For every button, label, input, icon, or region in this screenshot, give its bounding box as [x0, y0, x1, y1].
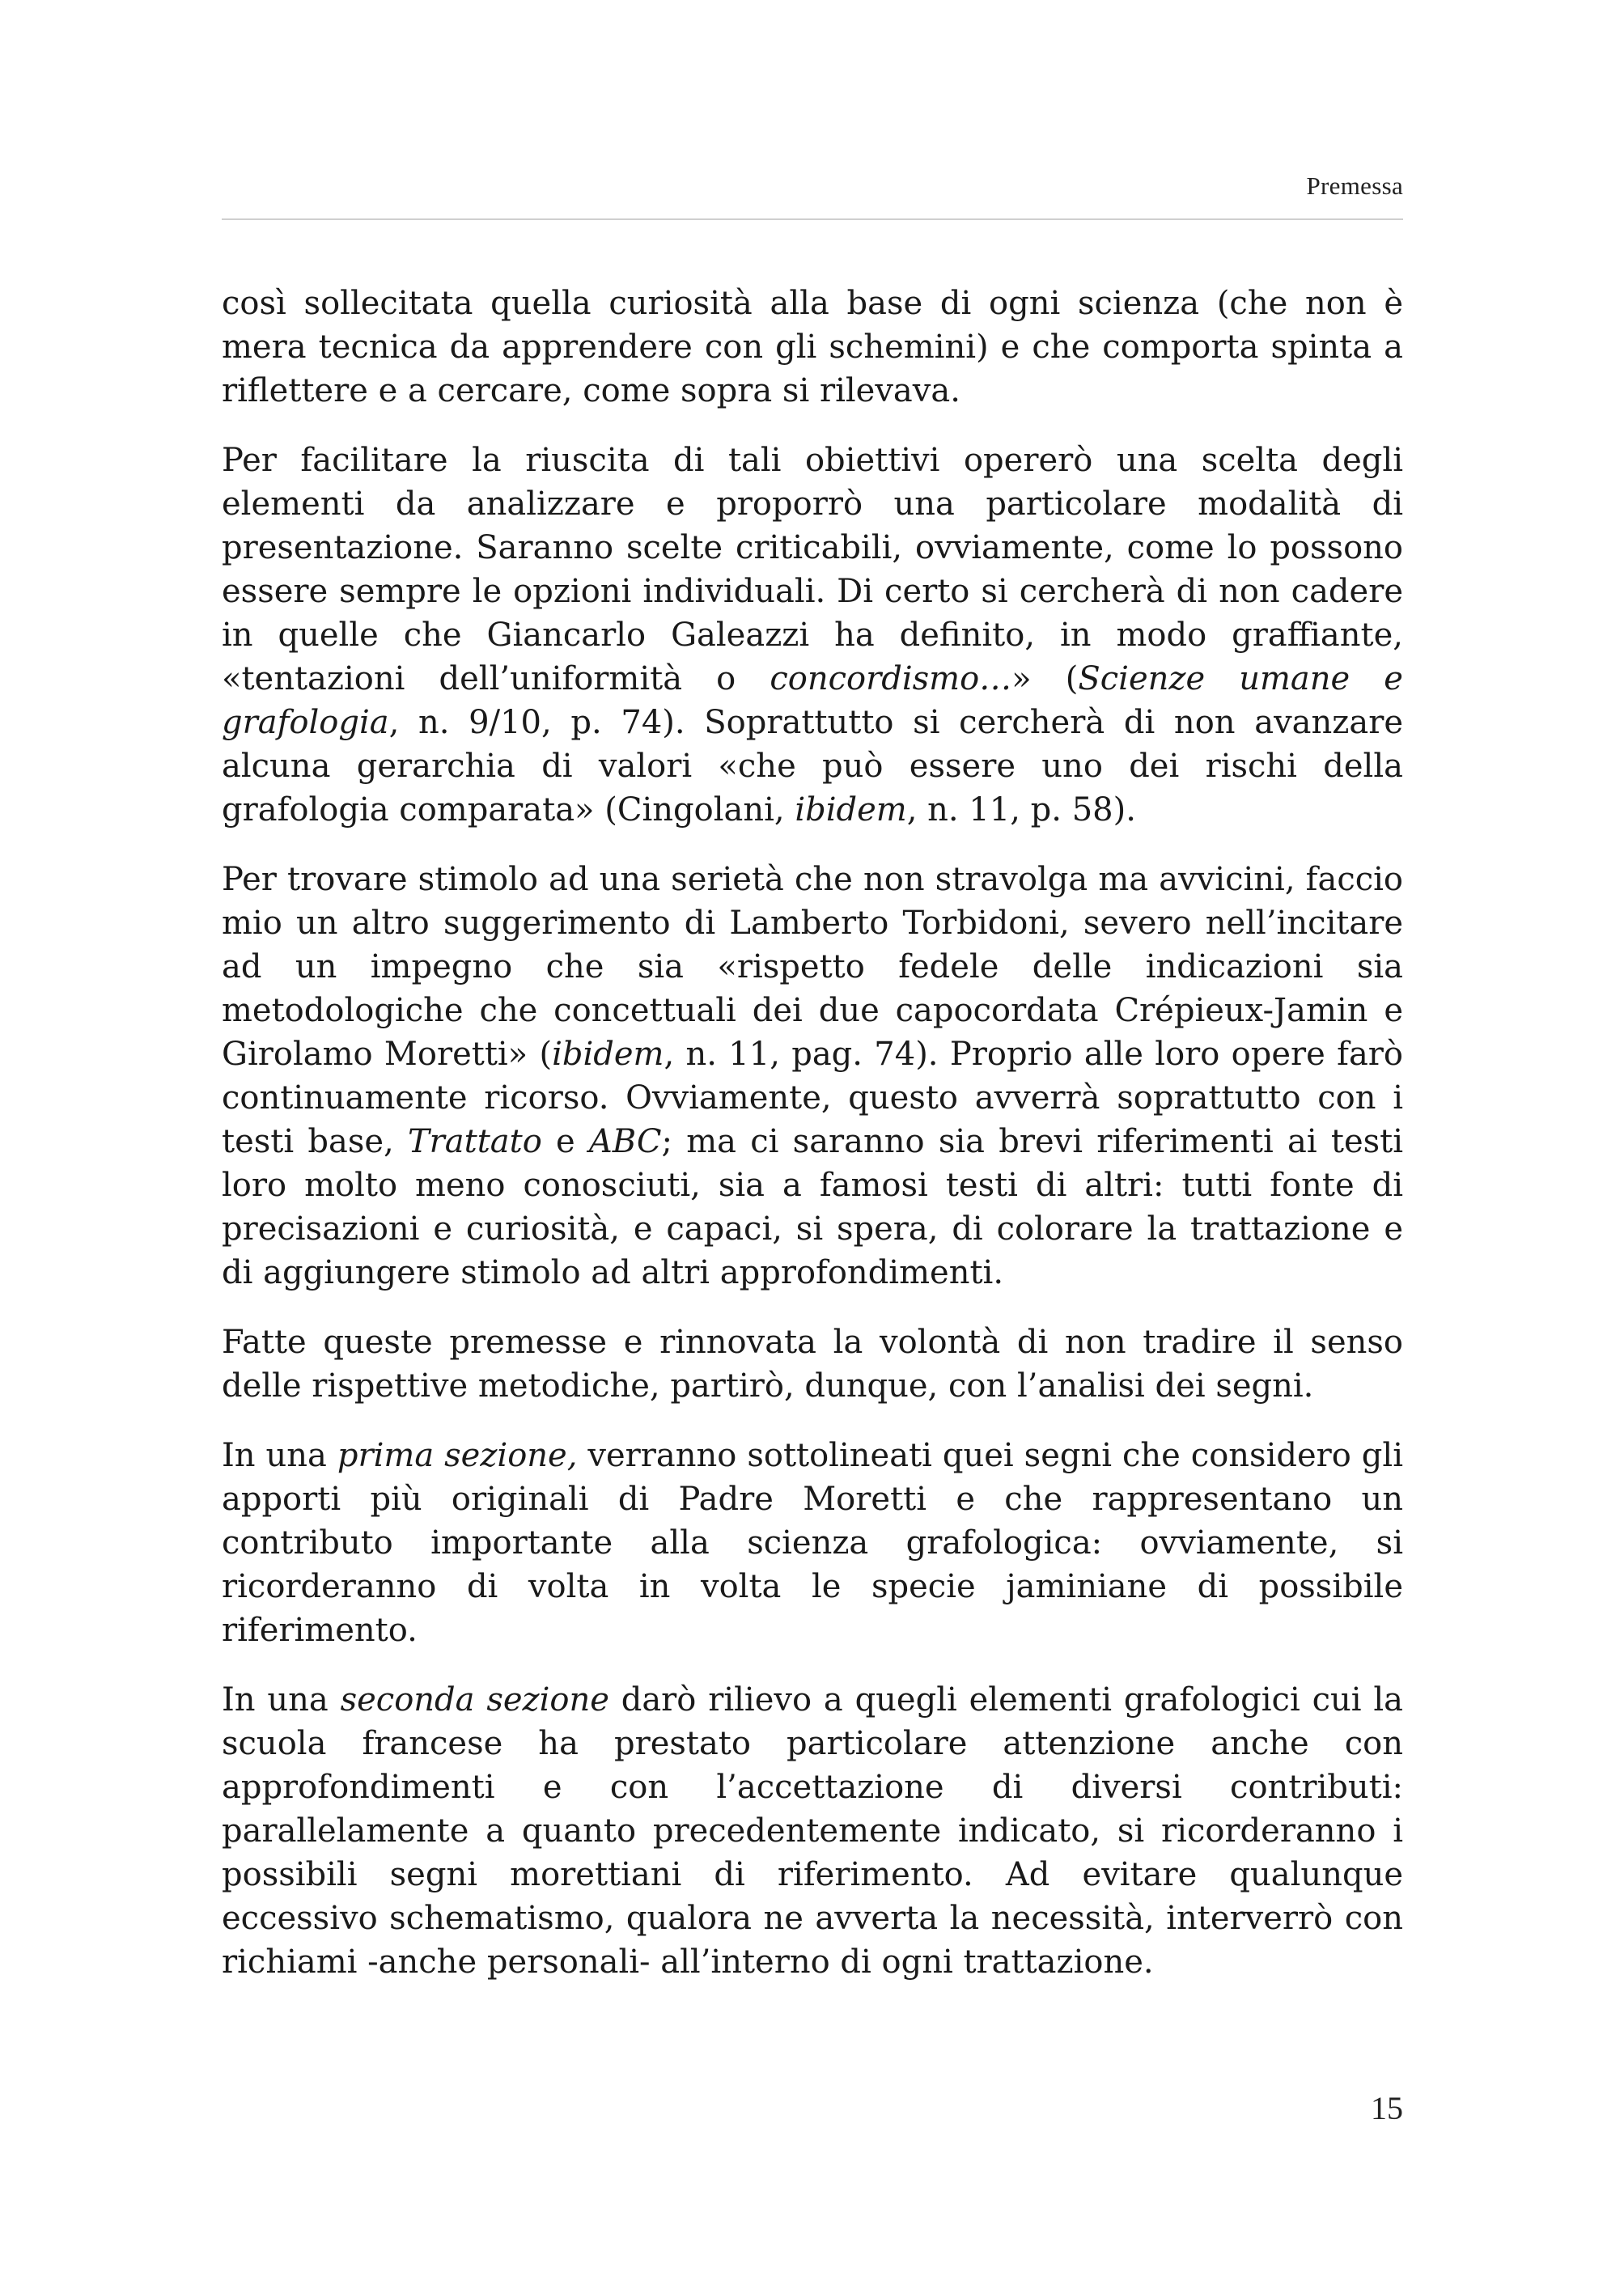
paragraph-3-text-3: e — [541, 1123, 589, 1160]
paragraph-1-text: così sollecitata quella curiosità alla base di ogni scienza (che non è mera tecnica da apprendere con gli schemini) e che comporta spinta a riflettere e a cercare, come sopra si rilevava. — [222, 285, 1403, 409]
paragraph-1 — [222, 282, 1403, 413]
paragraph-6-text-1: In una — [222, 1681, 341, 1719]
paragraph-2-text-1: Per facilitare la riuscita di tali obiettivi opererò una scelta degli elementi da analizzare e proporrò una particolare modalità di presentazione. Saranno scelte criticabili, ovviamente, come lo possono essere sempre le opzioni individuali. Di certo si cercherà di non cadere in quelle che Giancarlo Galeazzi ha definito, in modo graffiante, «tentazioni dell’uniformità o — [222, 442, 1403, 697]
paragraph-3 — [222, 858, 1403, 1295]
page-body — [222, 282, 1403, 2010]
paragraph-3-text-1: Per trovare stimolo ad una serietà che non stravolga ma avvicini, faccio mio un altro suggerimento di Lamberto Torbidoni, severo nell’incitare ad un impegno che sia «rispetto fedele delle indicazioni sia metodologiche che concettuali dei due capocordata Crépieux-Jamin e Girolamo Moretti» ( — [222, 861, 1403, 1073]
paragraph-5-text-2: verranno sottolineati quei segni che considero gli apporti più originali di Padre Moretti e che rappresentano un contributo importante alla scienza grafologica: ovviamente, si ricorderanno di volta in volta le specie jaminiane di possibile riferimento. — [222, 1437, 1403, 1649]
paragraph-2-italic-1: concordismo… — [770, 660, 1012, 697]
paragraph-2 — [222, 439, 1403, 832]
paragraph-2-text-3: , n. 9/10, p. 74). Soprattutto si cercherà di non avanzare alcuna gerarchia di valori «che può essere uno dei rischi della grafologia comparata» (Cingolani, — [222, 704, 1403, 829]
paragraph-5-text-1: In una — [222, 1437, 337, 1474]
paragraph-4 — [222, 1320, 1403, 1408]
paragraph-2-italic-3: ibidem — [795, 791, 907, 829]
paragraph-2-italic-2: Scienze umane e grafologia — [222, 660, 1403, 741]
paragraph-3-italic-3: ABC — [588, 1123, 662, 1160]
paragraph-3-text-4: ; ma ci saranno sia brevi riferimenti ai testi loro molto meno conosciuti, sia a famosi testi di altri: tutti fonte di precisazioni e curiosità, e capaci, si spera, di colorare la trattazione e di aggiungere stimolo ad altri approfondimenti. — [222, 1123, 1404, 1291]
page-number: 15 — [1371, 2090, 1403, 2126]
paragraph-3-italic-1: ibidem — [552, 1036, 664, 1073]
paragraph-2-text-4: , n. 11, p. 58). — [906, 791, 1136, 829]
paragraph-6-italic-1: seconda sezione — [340, 1681, 609, 1719]
paragraph-3-text-2: , n. 11, pag. 74). Proprio alle loro opere farò continuamente ricorso. Ovviamente, questo avverrà soprattutto con i testi base, — [222, 1036, 1403, 1160]
paragraph-5 — [222, 1434, 1403, 1652]
paragraph-5-italic-1: prima sezione, — [337, 1437, 578, 1474]
header-divider — [222, 218, 1403, 220]
paragraph-6-text-2: darò rilievo a quegli elementi grafologici cui la scuola francese ha prestato particolare attenzione anche con approfondimenti e con l’accettazione di diversi contributi: parallelamente a quanto precedentemente indicato, si ricorderanno i possibili segni morettiani di riferimento. Ad evitare qualunque eccessivo schematismo, qualora ne avverta la necessità, interverrò con richiami -anche personali- all’interno di ogni trattazione. — [222, 1681, 1403, 1981]
paragraph-6 — [222, 1678, 1403, 1984]
paragraph-3-italic-2: Trattato — [407, 1123, 542, 1160]
paragraph-4-text: Fatte queste premesse e rinnovata la volontà di non tradire il senso delle rispettive metodiche, partirò, dunque, con l’analisi dei segni. — [222, 1324, 1403, 1405]
paragraph-2-text-2: » ( — [1011, 660, 1079, 697]
running-header: Premessa — [1306, 172, 1403, 200]
